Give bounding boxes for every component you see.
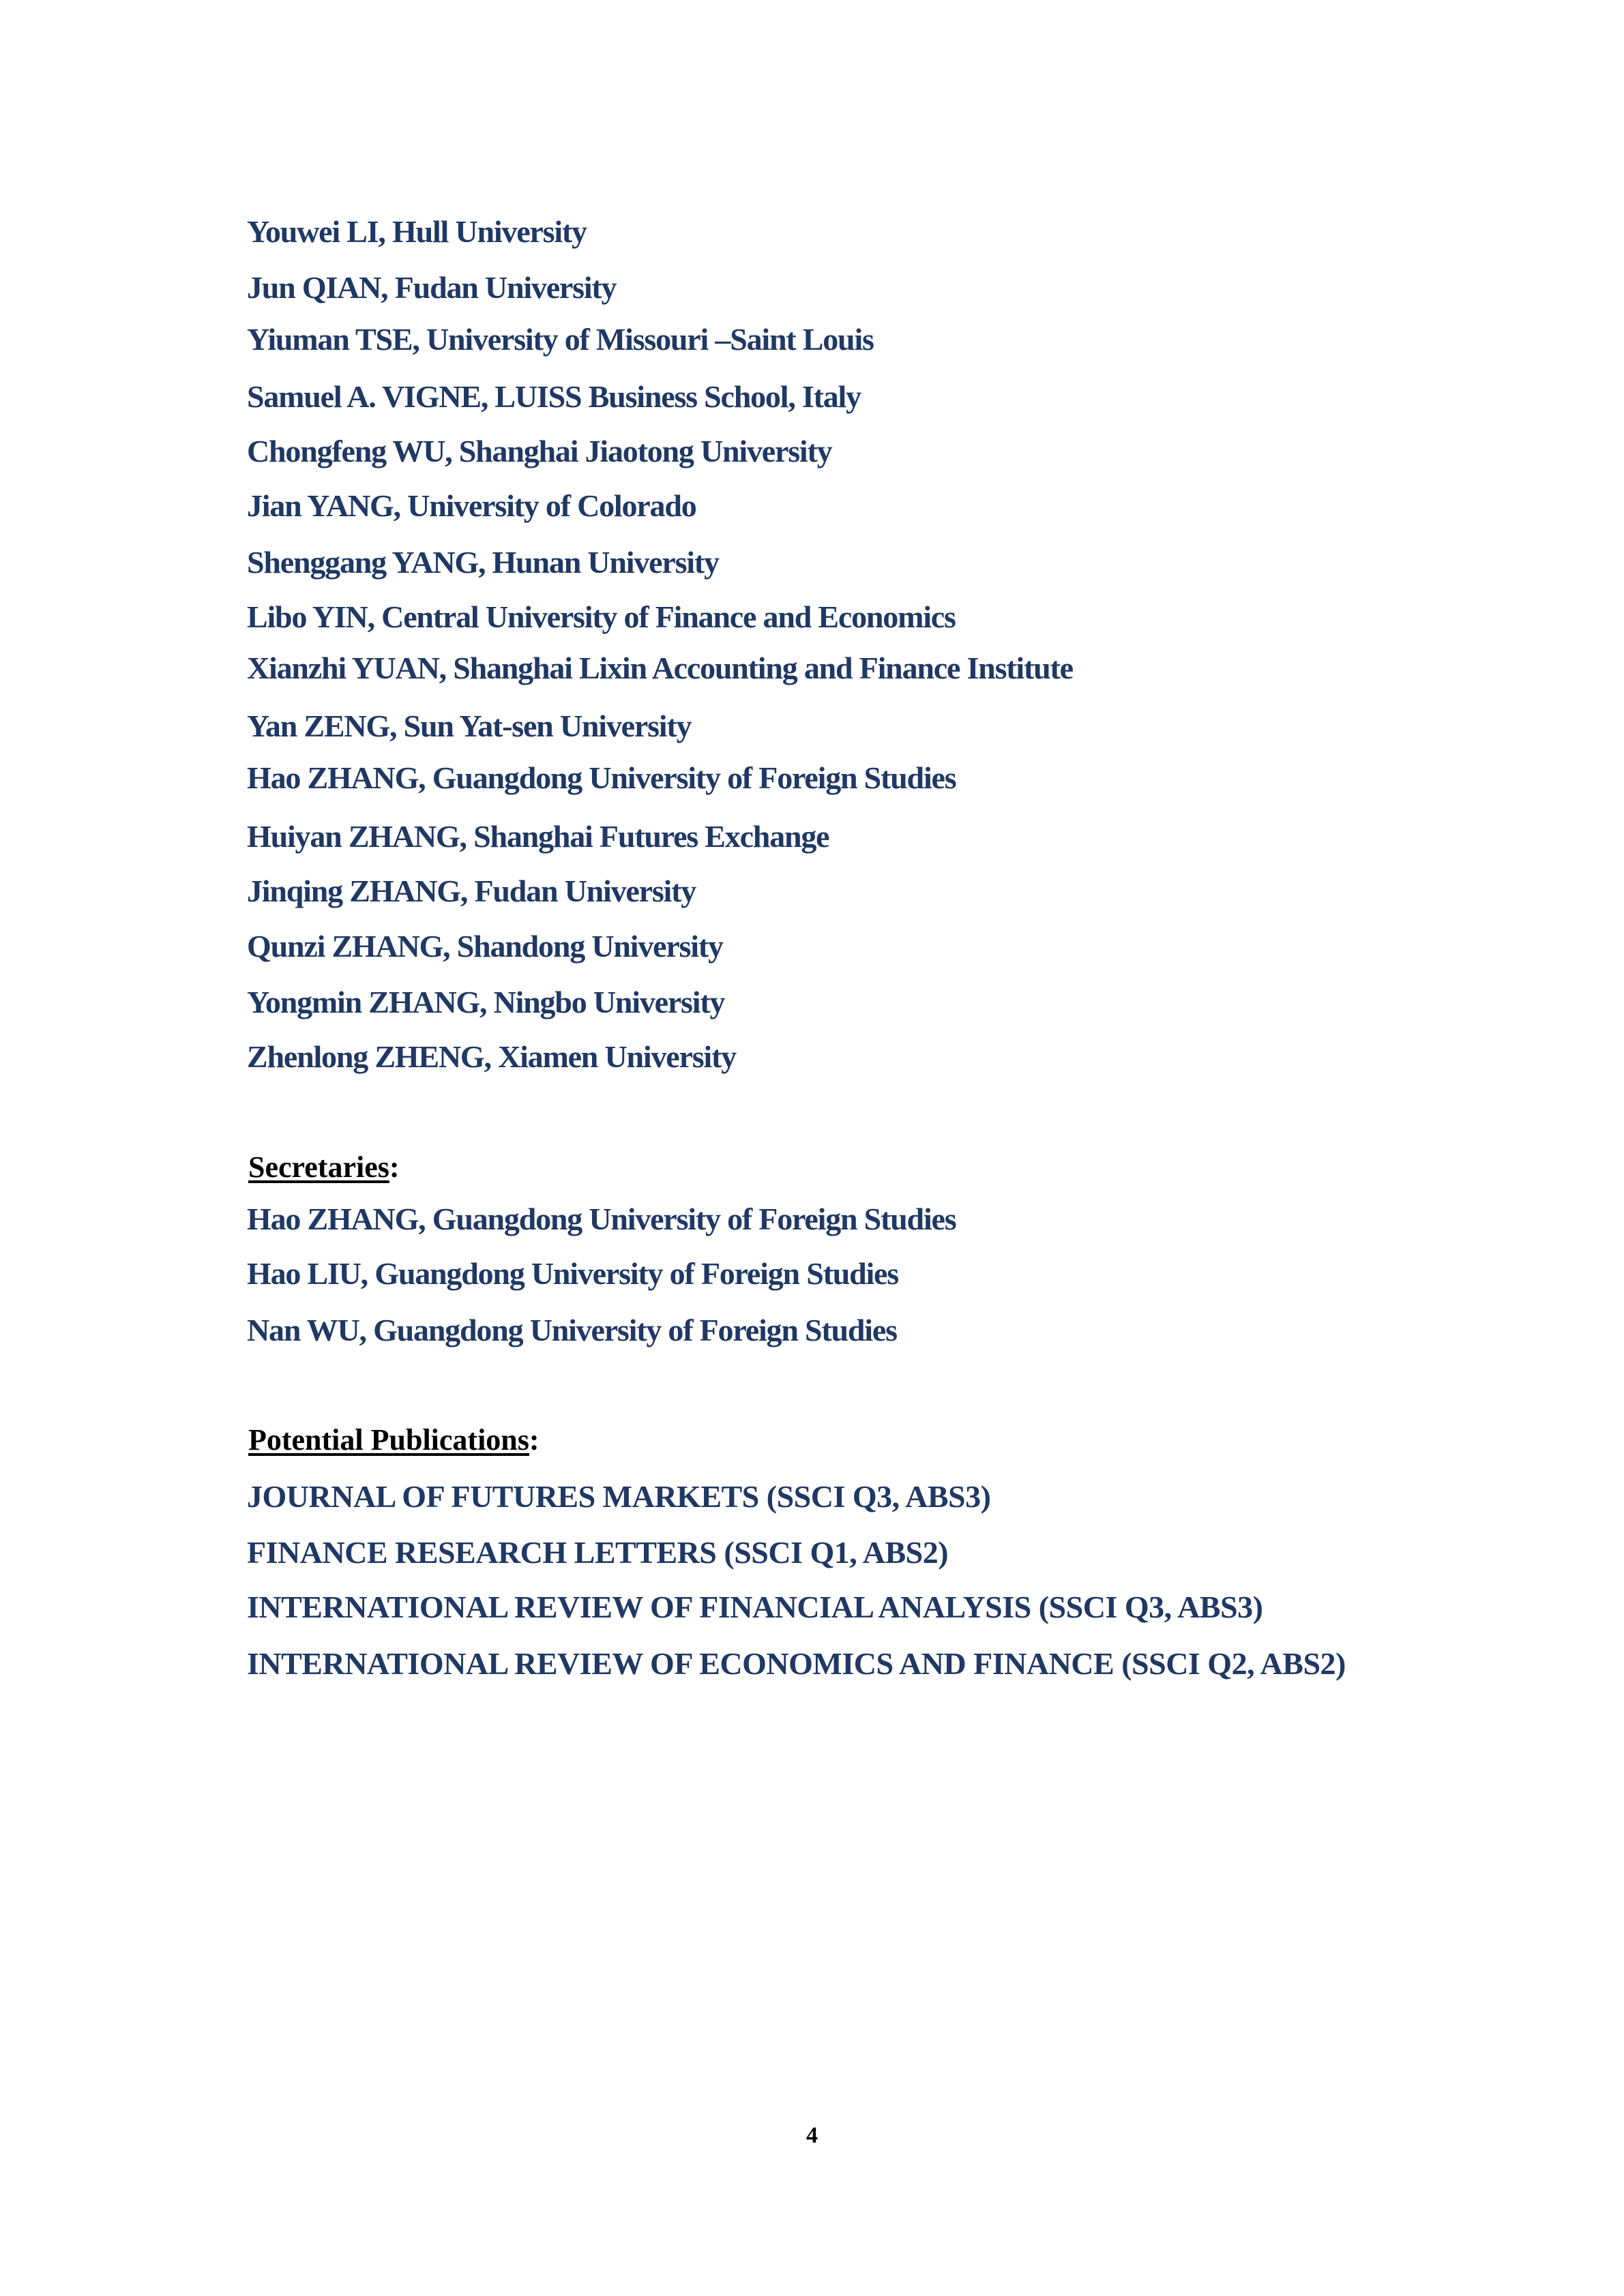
secretary: Hao ZHANG, Guangdong University of Foreign Studies — [247, 1202, 956, 1236]
publication: INTERNATIONAL REVIEW OF ECONOMICS AND FINANCE (SSCI Q2, ABS2) — [247, 1646, 1346, 1681]
committee-member: Youwei LI, Hull University — [247, 214, 587, 249]
page-number: 4 — [806, 2123, 818, 2148]
publication: INTERNATIONAL REVIEW OF FINANCIAL ANALYSIS (SSCI Q3, ABS3) — [247, 1590, 1263, 1624]
secretaries-heading — [248, 1149, 400, 1186]
committee-member: Xianzhi YUAN, Shanghai Lixin Accounting and Finance Institute — [247, 651, 1073, 685]
publications-heading-text: Potential Publications — [248, 1423, 529, 1457]
committee-member: Libo YIN, Central University of Finance and Economics — [247, 599, 956, 634]
committee-member: Hao ZHANG, Guangdong University of Foreign Studies — [247, 760, 956, 795]
committee-member: Zhenlong ZHENG, Xiamen University — [247, 1039, 736, 1074]
committee-member: Yiuman TSE, University of Missouri –Saint Louis — [247, 322, 874, 357]
secretaries-heading-text: Secretaries — [248, 1150, 389, 1184]
secretaries-heading-colon: : — [389, 1150, 400, 1184]
committee-member: Jun QIAN, Fudan University — [247, 270, 617, 305]
committee-member: Qunzi ZHANG, Shandong University — [247, 929, 723, 964]
publication: JOURNAL OF FUTURES MARKETS (SSCI Q3, ABS3) — [247, 1479, 991, 1514]
secretary: Nan WU, Guangdong University of Foreign Studies — [247, 1313, 897, 1347]
secretary: Hao LIU, Guangdong University of Foreign Studies — [247, 1256, 898, 1291]
publications-heading-colon: : — [529, 1423, 540, 1457]
committee-member: Yan ZENG, Sun Yat-sen University — [247, 709, 692, 743]
committee-member: Jinqing ZHANG, Fudan University — [247, 874, 696, 908]
publication: FINANCE RESEARCH LETTERS (SSCI Q1, ABS2) — [247, 1535, 949, 1570]
committee-member: Shenggang YANG, Hunan University — [247, 545, 719, 580]
committee-member: Chongfeng WU, Shanghai Jiaotong University — [247, 434, 832, 468]
committee-member: Huiyan ZHANG, Shanghai Futures Exchange — [247, 819, 829, 854]
committee-member: Jian YANG, University of Colorado — [247, 488, 696, 523]
publications-heading — [248, 1422, 540, 1459]
committee-member: Samuel A. VIGNE, LUISS Business School, Italy — [247, 379, 861, 414]
committee-member: Yongmin ZHANG, Ningbo University — [247, 985, 725, 1019]
